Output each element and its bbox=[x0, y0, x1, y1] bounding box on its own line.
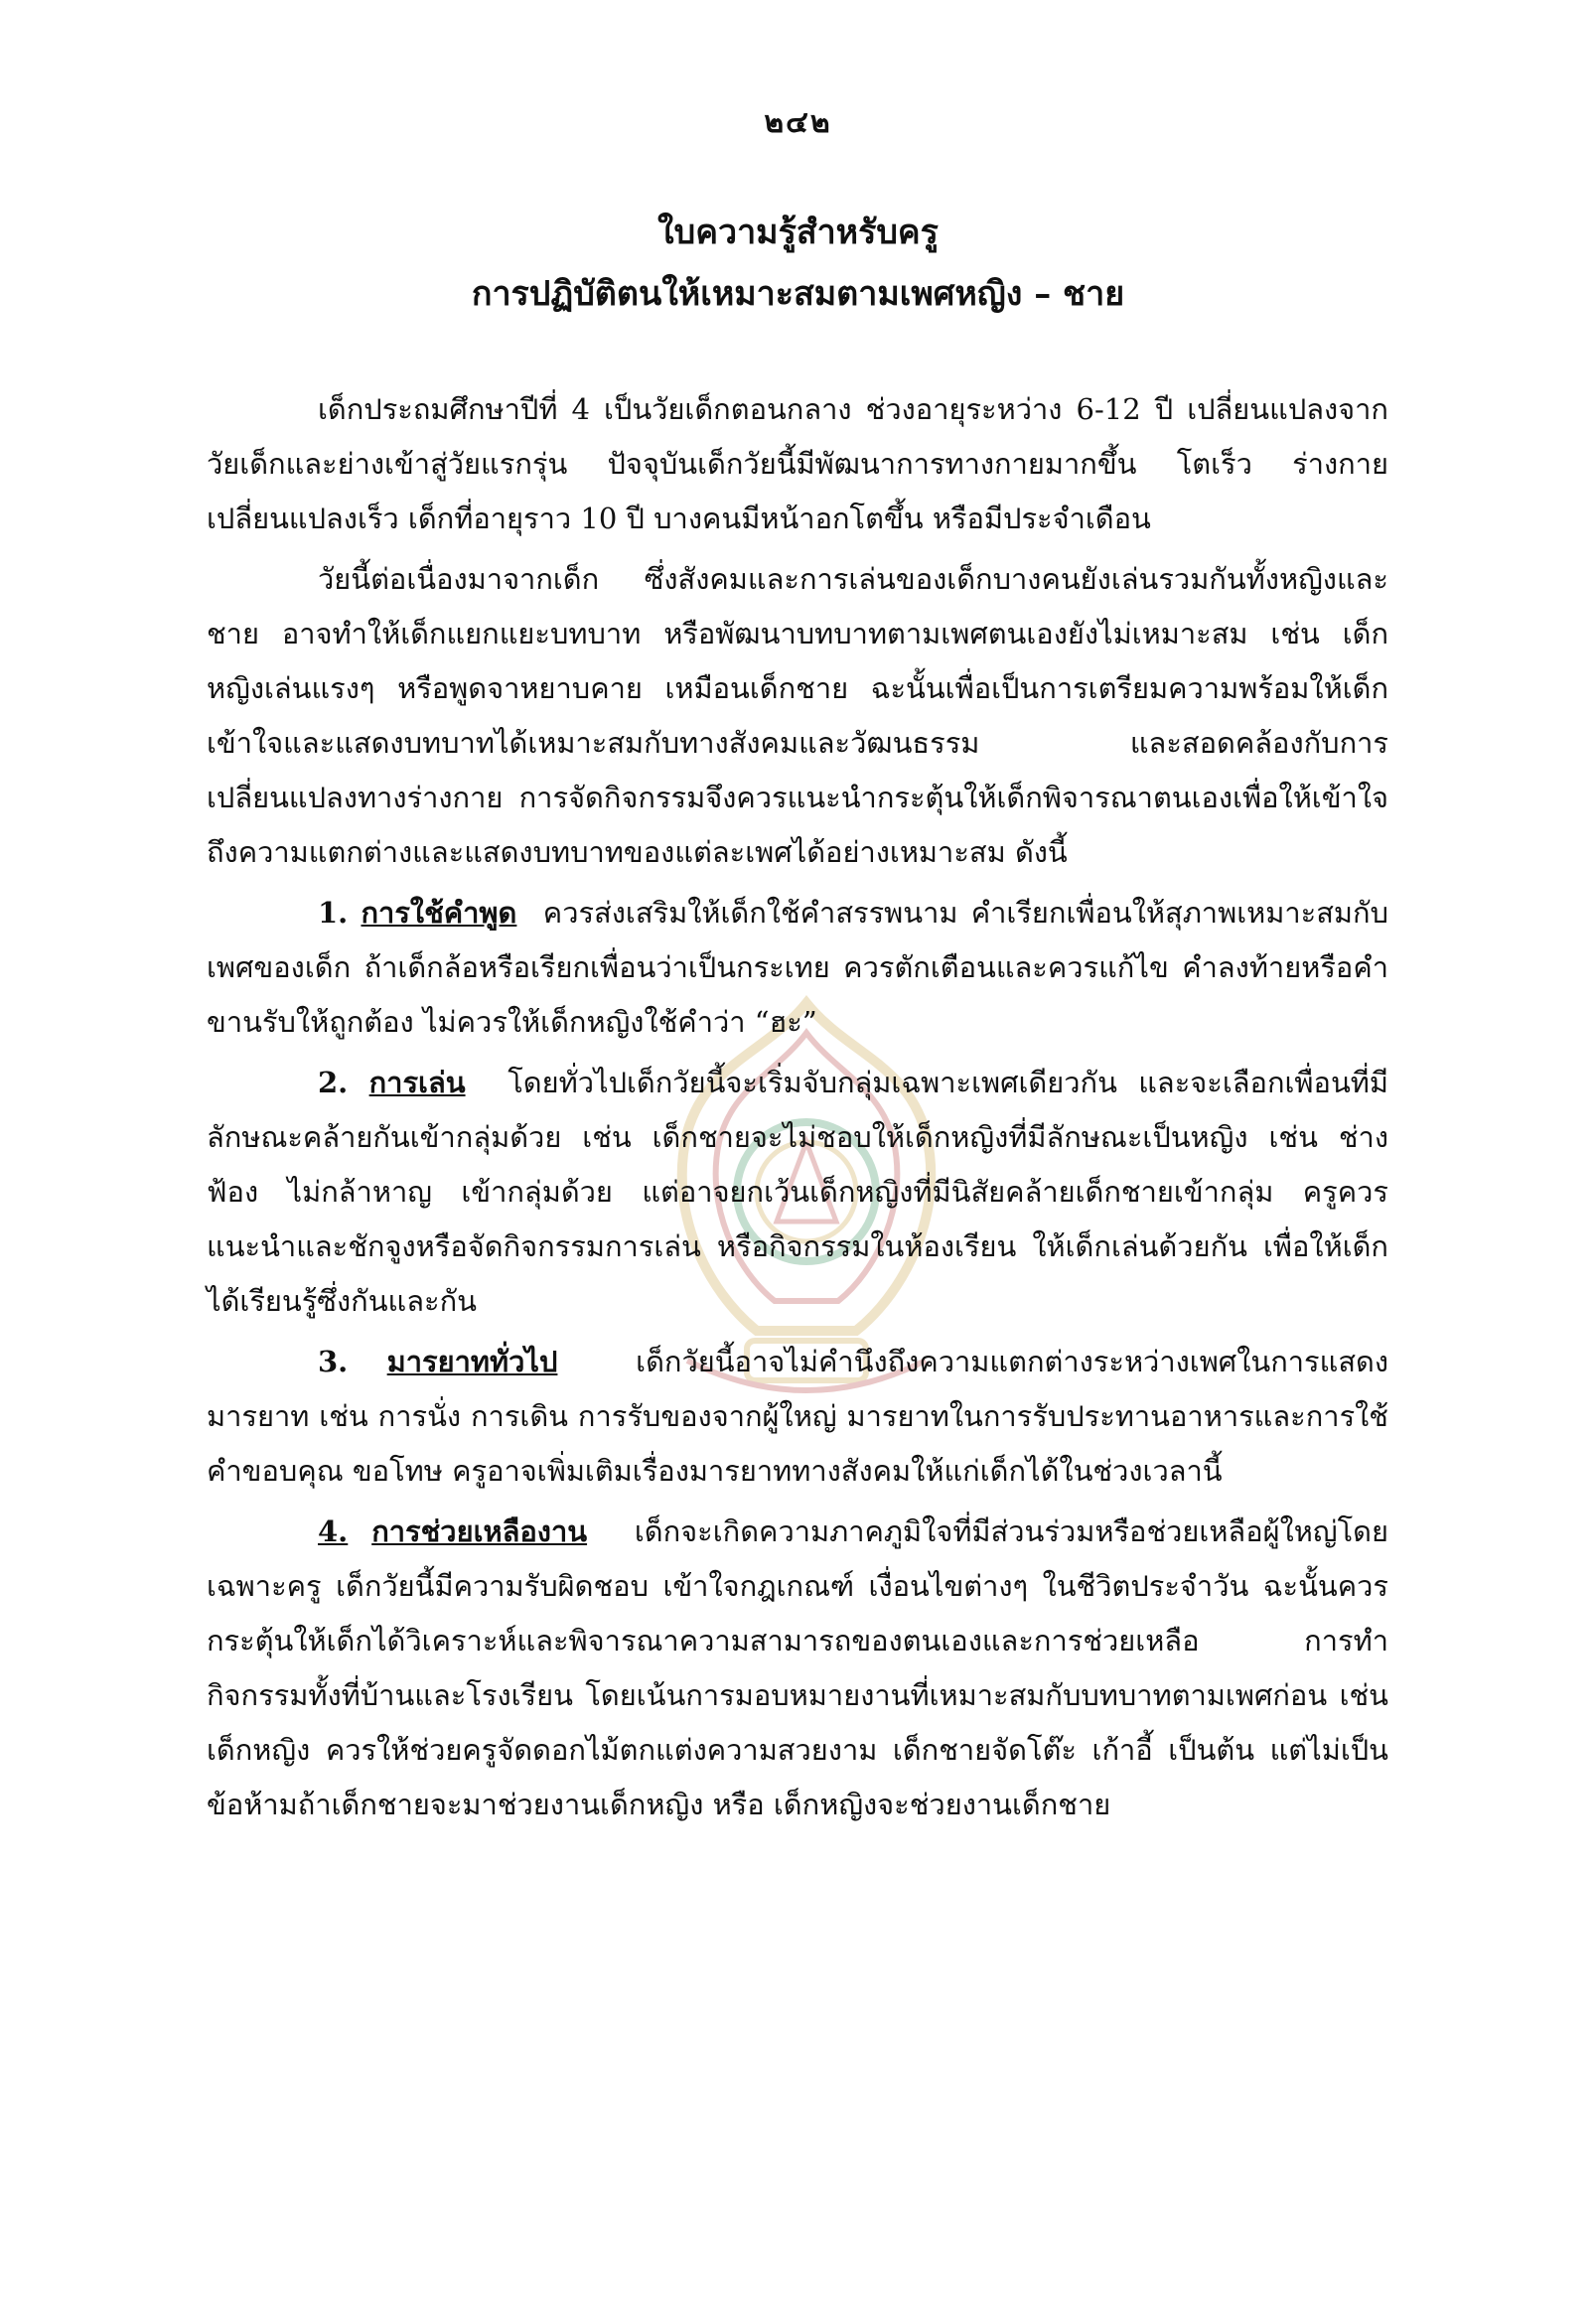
item-3-number: 3. bbox=[318, 1345, 349, 1378]
intro-paragraph-1: เด็กประถมศึกษาปีที่ 4 เป็นวัยเด็กตอนกลาง ช่วงอายุระหว่าง 6-12 ปี เปลี่ยนแปลงจากวัยเด็กและย่างเข้าสู่วัยแรกรุ่น ปัจจุบันเด็กวัยนี้มีพัฒนาการทางกายมากขึ้น โตเร็ว ร่างกายเปลี่ยนแปลงเร็ว เด็กที่อายุราว 10 ปี บางคนมีหน้าอกโตขึ้น หรือมีประจำเดือน bbox=[207, 392, 1388, 535]
document-title: ใบความรู้สำหรับครู bbox=[657, 213, 939, 252]
document-subtitle: การปฏิบัติตนให้เหมาะสมตามเพศหญิง – ชาย bbox=[471, 274, 1125, 314]
item-4-heading: การช่วยเหลืองาน bbox=[371, 1514, 588, 1548]
item-4-text: เด็กจะเกิดความภาคภูมิใจที่มีส่วนร่วมหรือช่วยเหลือผู้ใหญ่โดยเฉพาะครู เด็กวัยนี้มีความรับผิดชอบ เข้าใจกฎเกณฑ์ เงื่อนไขต่างๆ ในชีวิตประจำวัน ฉะนั้นควรกระตุ้นให้เด็กได้วิเคราะห์และพิจารณาความสามารถของตนเองและการช่วยเหลือ การทำกิจกรรมทั้งที่บ้านและโรงเรียน โดยเน้นการมอบหมายงานที่เหมาะสมกับบทบาทตามเพศก่อน เช่น เด็กหญิง ควรให้ช่วยครูจัดดอกไม้ตกแต่งความสวยงาม เด็กชายจัดโต๊ะ เก้าอี้ เป็นต้น แต่ไม่เป็นข้อห้ามถ้าเด็กชายจะมาช่วยงานเด็กหญิง หรือ เด็กหญิงจะช่วยงานเด็กชาย bbox=[207, 1514, 1389, 1821]
item-1-text: ควรส่งเสริมให้เด็กใช้คำสรรพนาม คำเรียกเพื่อนให้สุภาพเหมาะสมกับเพศของเด็ก ถ้าเด็กล้อหรือเรียกเพื่อนว่าเป็นกระเทย ควรตักเตือนและควรแก้ไข คำลงท้ายหรือคำขานรับให้ถูกต้อง ไม่ควรให้เด็กหญิงใช้คำว่า “ฮะ” bbox=[207, 896, 1388, 1039]
item-1-number: 1. bbox=[318, 896, 349, 930]
item-4-number: 4. bbox=[318, 1514, 349, 1548]
item-1 bbox=[207, 886, 1388, 1050]
intro-paragraph-2: วัยนี้ต่อเนื่องมาจากเด็ก ซึ่งสังคมและการเล่นของเด็กบางคนยังเล่นรวมกันทั้งหญิงและชาย อาจทำให้เด็กแยกแยะบทบาท หรือพัฒนาบทบาทตามเพศตนเองยังไม่เหมาะสม เช่น เด็กหญิงเล่นแรงๆ หรือพูดจาหยาบคาย เหมือนเด็กชาย ฉะนั้นเพื่อเป็นการเตรียมความพร้อมให้เด็กเข้าใจและแสดงบทบาทได้เหมาะสมกับทางสังคมและวัฒนธรรม และสอดคล้องกับการเปลี่ยนแปลงทางร่างกาย การจัดกิจกรรมจึงควรแนะนำกระตุ้นให้เด็กพิจารณาตนเองเพื่อให้เข้าใจถึงความแตกต่างและแสดงบทบาทของแต่ละเพศได้อย่างเหมาะสม ดังนี้ bbox=[207, 562, 1388, 869]
document-body bbox=[207, 382, 1388, 1832]
item-1-heading: การใช้คำพูด bbox=[361, 896, 517, 930]
item-2-number: 2. bbox=[318, 1066, 349, 1099]
item-2-text: โดยทั่วไปเด็กวัยนี้จะเริ่มจับกลุ่มเฉพาะเพศเดียวกัน และจะเลือกเพื่อนที่มีลักษณะคล้ายกันเข้ากลุ่มด้วย เช่น เด็กชายจะไม่ชอบให้เด็กหญิงที่มีลักษณะเป็นหญิง เช่น ช่างฟ้อง ไม่กล้าหาญ เข้ากลุ่มด้วย แต่อาจยกเว้นเด็กหญิงที่มีนิสัยคล้ายเด็กชายเข้ากลุ่ม ครูควรแนะนำและชักจูงหรือจัดกิจกรรมการเล่น หรือกิจกรรมในห้องเรียน ให้เด็กเล่นด้วยกัน เพื่อให้เด็กได้เรียนรู้ซึ่งกันและกัน bbox=[207, 1066, 1388, 1318]
item-3 bbox=[207, 1335, 1388, 1499]
item-4 bbox=[207, 1505, 1388, 1832]
item-3-text: เด็กวัยนี้อาจไม่คำนึงถึงความแตกต่างระหว่างเพศในการแสดงมารยาท เช่น การนั่ง การเดิน การรับของจากผู้ใหญ่ มารยาทในการรับประทานอาหารและการใช้คำขอบคุณ ขอโทษ ครูอาจเพิ่มเติมเรื่องมารยาททางสังคมให้แก่เด็กได้ในช่วงเวลานี้ bbox=[207, 1345, 1389, 1488]
item-2-heading: การเล่น bbox=[368, 1066, 466, 1099]
item-2 bbox=[207, 1056, 1388, 1329]
item-3-heading: มารยาททั่วไป bbox=[386, 1345, 558, 1378]
page-number: ๒๔๒ bbox=[764, 105, 832, 140]
